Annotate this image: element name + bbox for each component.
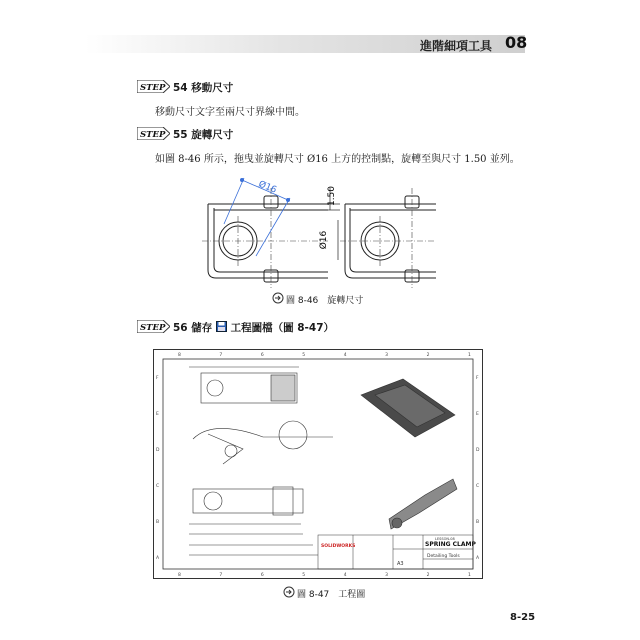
zone-col-label: 8 bbox=[178, 353, 181, 358]
chapter-number: 08 bbox=[505, 33, 528, 52]
figure-47-caption: 圖 8-47 工程圖 bbox=[297, 590, 366, 600]
svg-text:STEP: STEP bbox=[140, 83, 166, 93]
zone-row-label: F bbox=[476, 376, 479, 381]
zone-col-label: 7 bbox=[219, 353, 223, 358]
step-number: 54 bbox=[173, 82, 188, 94]
step-55-heading bbox=[173, 127, 233, 142]
step-tag-54 bbox=[137, 80, 170, 93]
chapter-title: 進階細項工具 bbox=[420, 39, 493, 53]
zone-row-label: A bbox=[476, 556, 480, 561]
zone-col-label: 2 bbox=[426, 573, 430, 578]
page-number: 8-25 bbox=[510, 612, 536, 623]
step-tag-55 bbox=[137, 127, 170, 140]
zone-col-label: 2 bbox=[426, 353, 430, 358]
zone-row-label: B bbox=[476, 520, 480, 525]
zone-col-label: 7 bbox=[219, 573, 223, 578]
title-block-doc-id: LESSON-08 bbox=[435, 537, 455, 541]
step-title: 移動尺寸 bbox=[191, 82, 234, 94]
zone-row-label: B bbox=[156, 520, 160, 525]
step-54-body: 移動尺寸文字至兩尺寸界線中間。 bbox=[155, 107, 305, 118]
zone-col-label: 8 bbox=[178, 573, 181, 578]
step-title: 工程圖檔（圖 8-47） bbox=[230, 322, 335, 334]
zone-row-label: F bbox=[156, 376, 159, 381]
dim-diameter: Ø16 bbox=[319, 230, 329, 250]
zone-col-label: 4 bbox=[343, 573, 347, 578]
zone-row-label: E bbox=[156, 412, 159, 417]
zone-row-label: C bbox=[476, 484, 480, 489]
step-tag-56 bbox=[137, 320, 170, 333]
zone-row-label: A bbox=[156, 556, 160, 561]
figure-46-caption: 圖 8-46 旋轉尺寸 bbox=[286, 296, 364, 306]
zone-row-label: D bbox=[156, 448, 160, 453]
title-block-title: SPRING CLAMP bbox=[425, 541, 476, 548]
zone-col-label: 1 bbox=[468, 573, 471, 578]
step-number: 55 bbox=[173, 129, 188, 141]
svg-text:STEP: STEP bbox=[140, 130, 166, 140]
step-title-prefix: 儲存 bbox=[191, 322, 213, 334]
zone-col-label: 3 bbox=[385, 573, 389, 578]
zone-col-label: 5 bbox=[302, 353, 306, 358]
figure-icon bbox=[272, 292, 284, 304]
zone-row-label: C bbox=[156, 484, 160, 489]
dim-vertical: 1.50 bbox=[327, 185, 337, 207]
dim-rotated: Ø16 bbox=[256, 179, 278, 196]
title-block-size: A3 bbox=[397, 561, 404, 567]
step-55-body: 如圖 8-46 所示，拖曳並旋轉尺寸 Ø16 上方的控制點，旋轉至與尺寸 1.50 並列。 bbox=[155, 154, 520, 165]
svg-text:STEP: STEP bbox=[140, 323, 166, 333]
zone-col-label: 1 bbox=[468, 353, 471, 358]
step-54-heading bbox=[173, 80, 233, 95]
zone-col-label: 6 bbox=[260, 353, 264, 358]
title-block-material: Detailing Tools bbox=[427, 554, 460, 559]
zone-col-label: 5 bbox=[302, 573, 306, 578]
zone-col-label: 4 bbox=[343, 353, 347, 358]
step-title: 旋轉尺寸 bbox=[191, 129, 234, 141]
zone-col-label: 6 bbox=[260, 573, 264, 578]
figure-8-47 bbox=[153, 349, 483, 579]
step-number: 56 bbox=[173, 322, 188, 334]
zone-col-label: 3 bbox=[385, 353, 389, 358]
figure-icon bbox=[283, 586, 295, 598]
zone-row-label: E bbox=[476, 412, 479, 417]
title-block-brand: SOLIDWORKS bbox=[321, 544, 356, 549]
step-56-heading bbox=[173, 320, 334, 335]
save-icon bbox=[216, 321, 227, 332]
figure-8-46 bbox=[200, 168, 440, 290]
zone-row-label: D bbox=[476, 448, 480, 453]
